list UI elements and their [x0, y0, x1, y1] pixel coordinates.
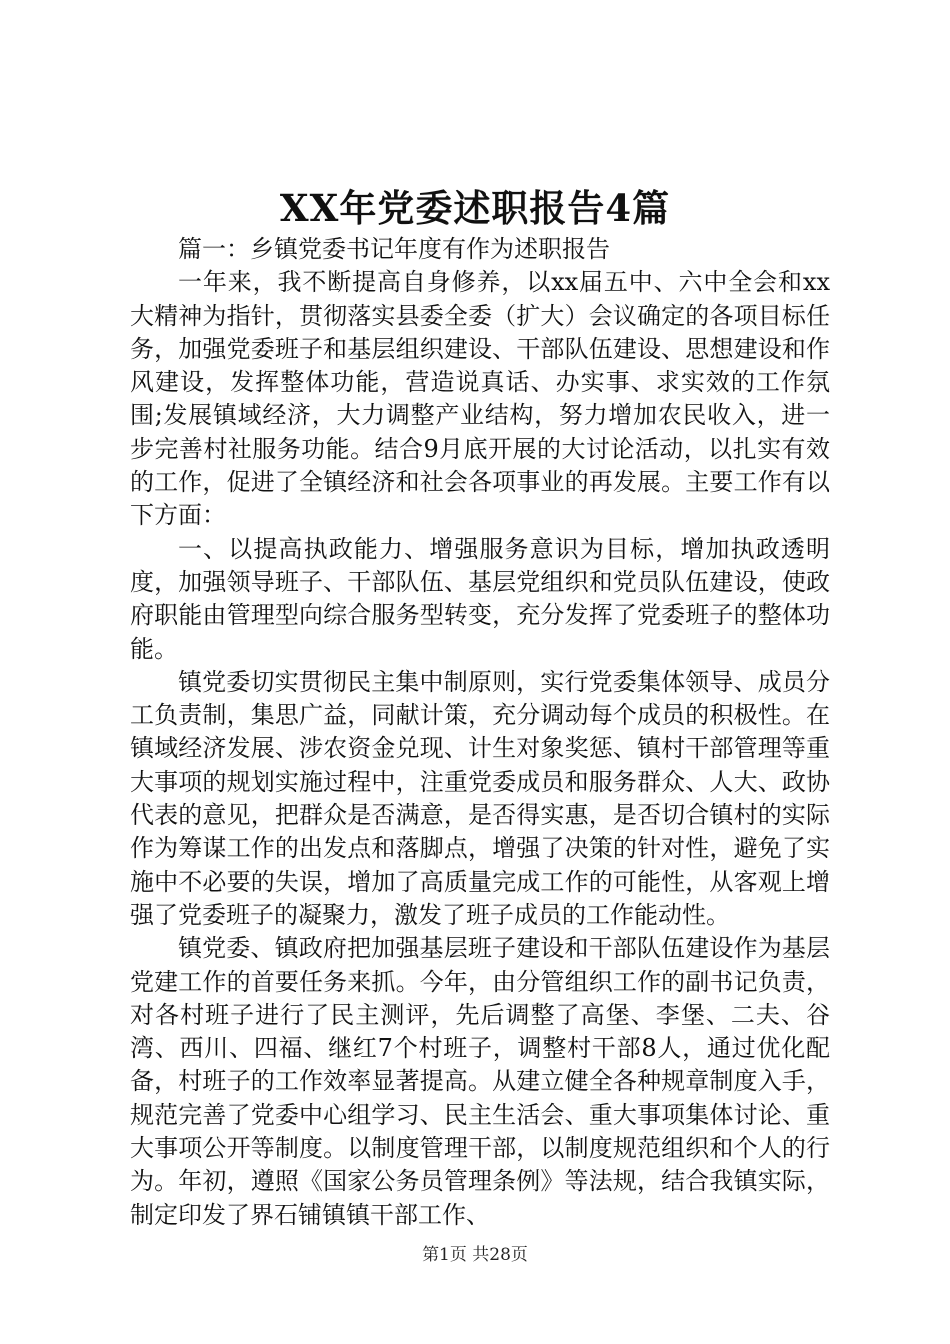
- body-paragraph: 镇党委切实贯彻民主集中制原则，实行党委集体领导、成员分工负责制，集思广益，同献计策，充分调动每个成员的积极性。在镇域经济发展、涉农资金兑现、计生对象奖惩、镇村干部管理等重大事项的规划实施过程中，注重党委成员和服务群众、人大、政协代表的意见，把群众是否满意，是否得实惠，是否切合镇村的实际作为筹谋工作的出发点和落脚点，增强了决策的针对性，避免了实施中不必要的失误，增加了高质量完成工作的可能性，从客观上增强了党委班子的凝聚力，激发了班子成员的工作能动性。: [130, 667, 830, 929]
- page-number-footer: 第1页 共28页: [422, 1245, 528, 1265]
- section-heading: 篇一：乡镇党委书记年度有作为述职报告: [178, 235, 610, 263]
- body-paragraph: 一、以提高执政能力、增强服务意识为目标，增加执政透明度，加强领导班子、干部队伍、基层党组织和党员队伍建设，使政府职能由管理型向综合服务型转变，充分发挥了党委班子的整体功能。: [130, 534, 830, 663]
- body-paragraph: 一年来，我不断提高自身修养，以xx届五中、六中全会和xx大精神为指针，贯彻落实县委全委（扩大）会议确定的各项目标任务，加强党委班子和基层组织建设、干部队伍建设、思想建设和作风建设，发挥整体功能，营造说真话、办实事、求实效的工作氛围;发展镇域经济，大力调整产业结构，努力增加农民收入，进一步完善村社服务功能。结合9月底开展的大讨论活动，以扎实有效的工作，促进了全镇经济和社会各项事业的再发展。主要工作有以下方面：: [130, 268, 830, 530]
- body-paragraph: 镇党委、镇政府把加强基层班子建设和干部队伍建设作为基层党建工作的首要任务来抓。今年，由分管组织工作的副书记负责，对各村班子进行了民主测评，先后调整了高堡、李堡、二夫、谷湾、西川、四福、继红7个村班子，调整村干部8人，通过优化配备，村班子的工作效率显著提高。从建立健全各种规章制度入手，规范完善了党委中心组学习、民主生活会、重大事项集体讨论、重大事项公开等制度。以制度管理干部，以制度规范组织和个人的行为。年初，遵照《国家公务员管理条例》等法规，结合我镇实际，制定印发了界石铺镇镇干部工作、: [130, 934, 830, 1229]
- document-title: XX年党委述职报告4篇: [279, 186, 671, 230]
- document-body: [130, 233, 830, 1232]
